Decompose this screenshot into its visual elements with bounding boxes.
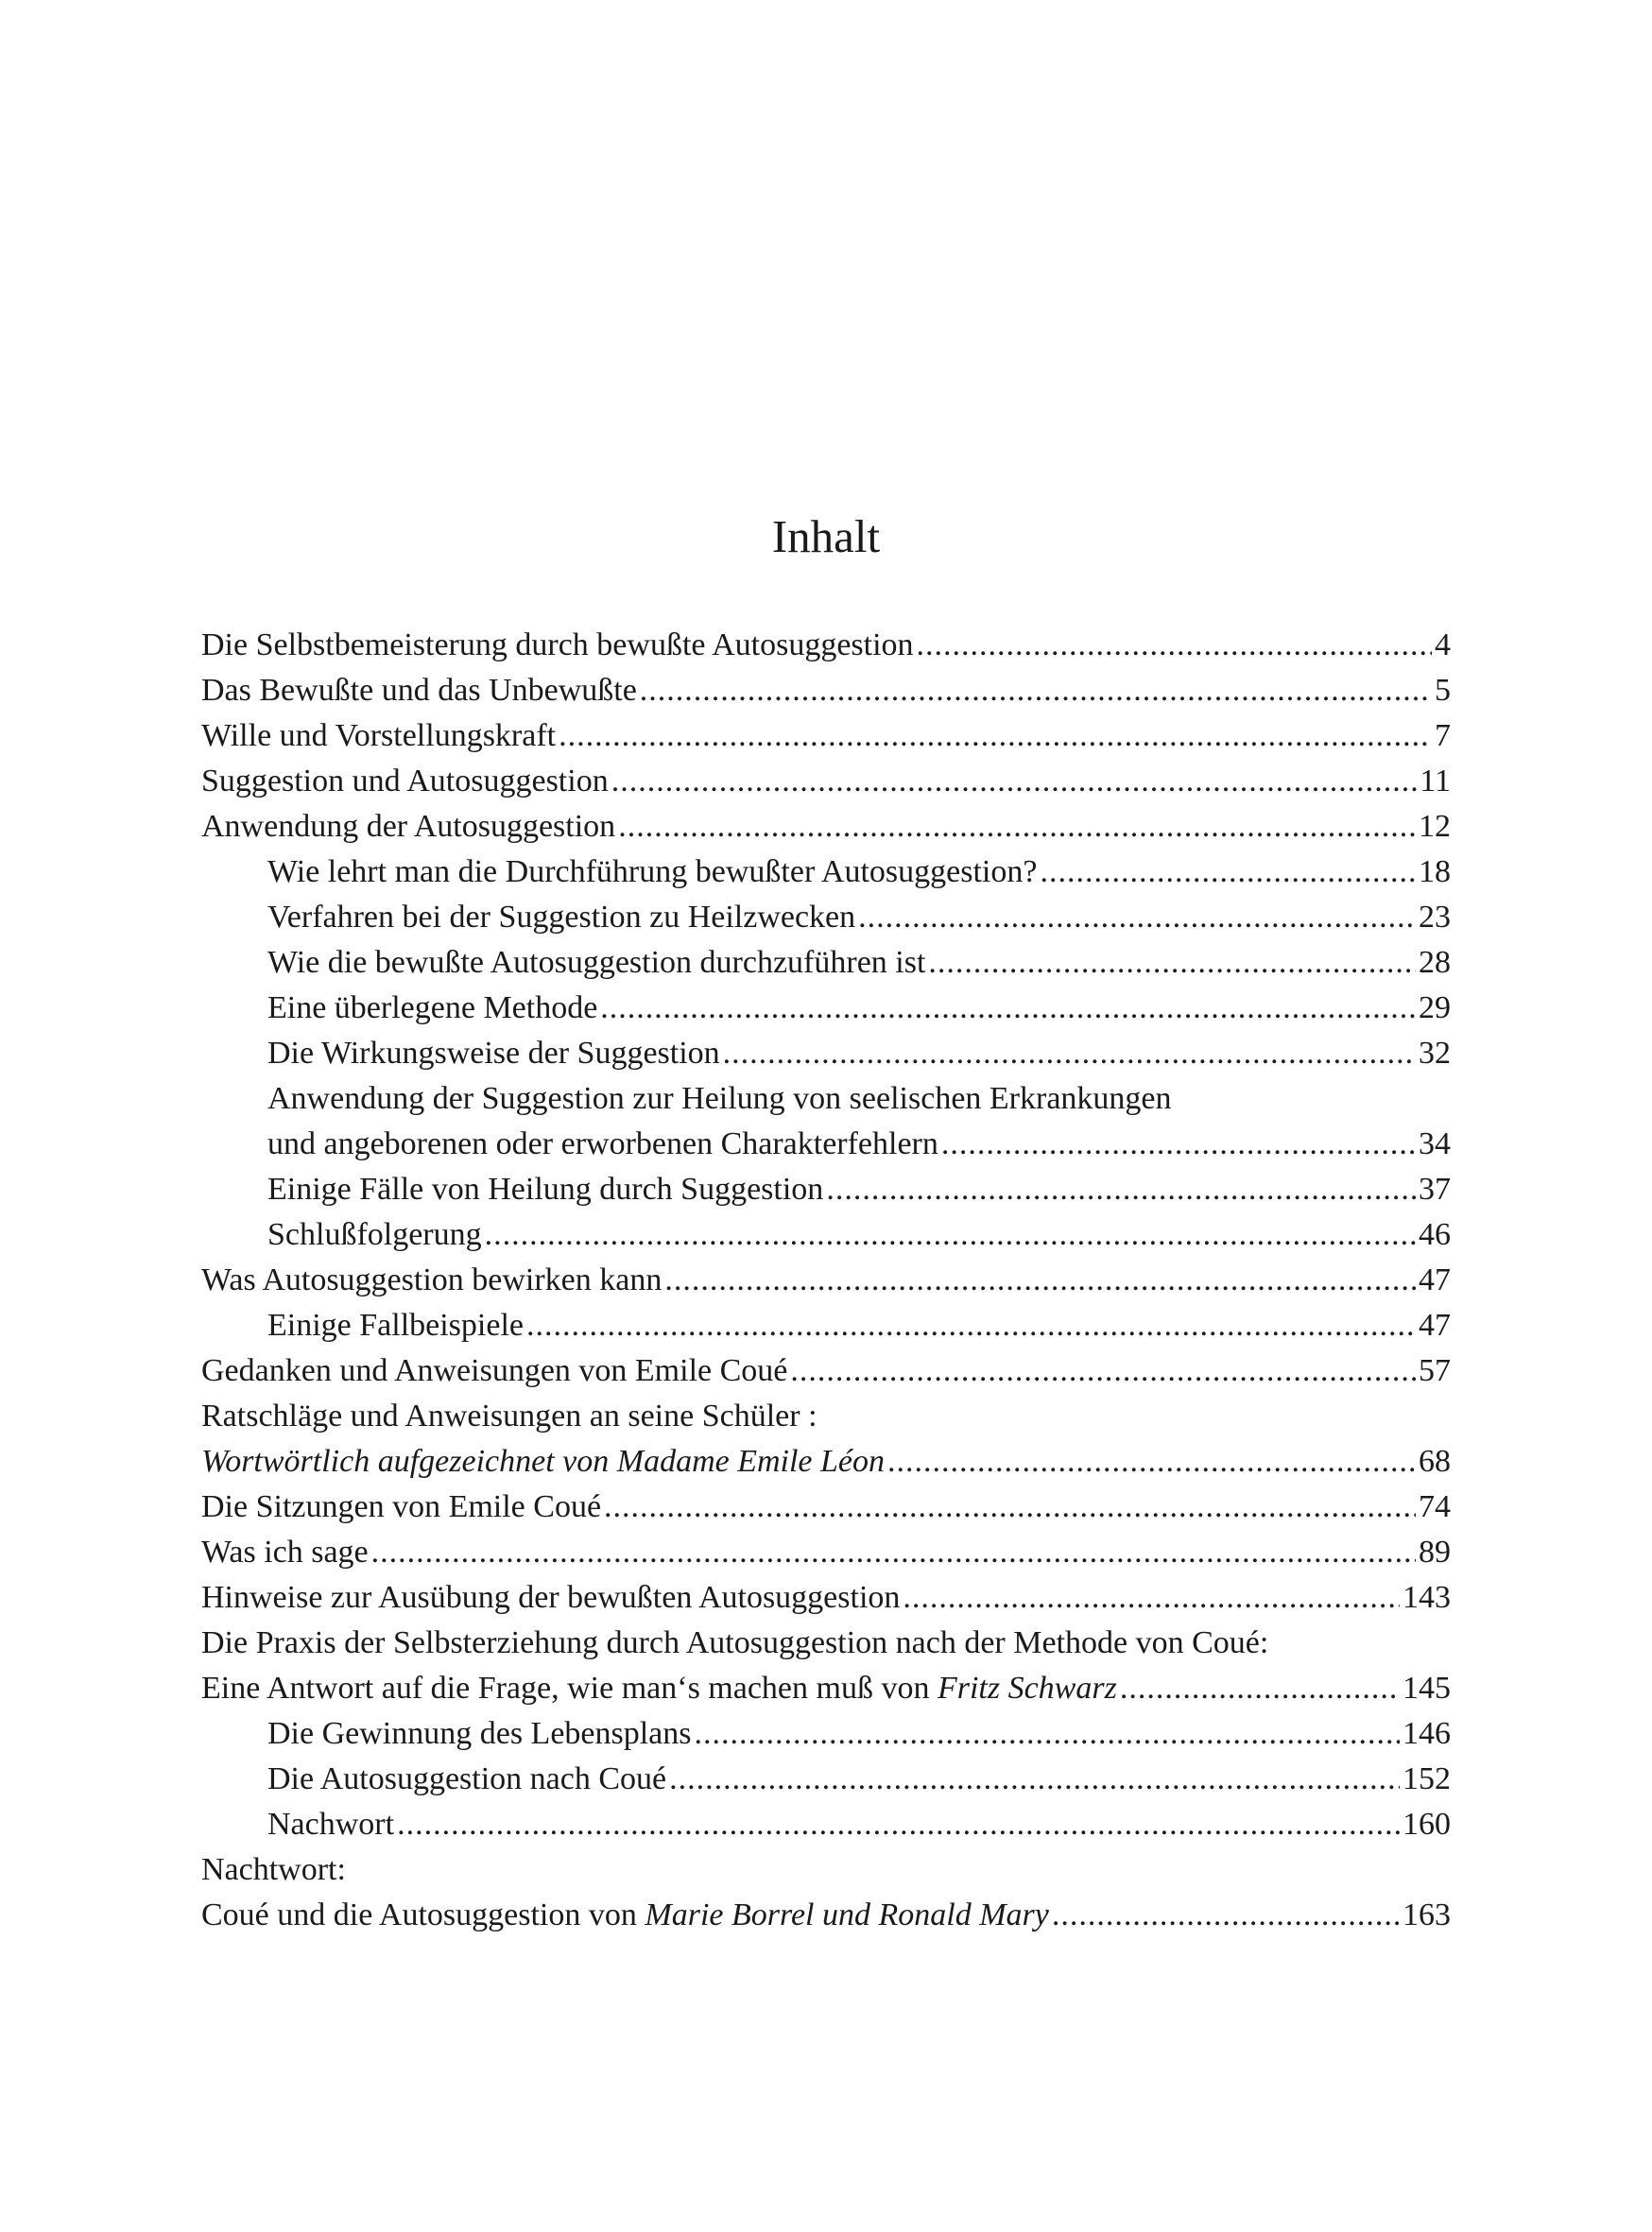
toc-leader-dots xyxy=(695,1711,1400,1757)
toc-entry-title xyxy=(267,1757,666,1802)
toc-entry-title xyxy=(267,1167,823,1212)
toc-entry-title xyxy=(201,1893,1049,1938)
toc-entry-page-number: 4 xyxy=(1435,627,1451,662)
toc-entry-page-number: 34 xyxy=(1419,1126,1451,1161)
toc-entry-title-segment: Verfahren bei der Suggestion zu Heilzwecken xyxy=(267,900,856,935)
toc-leader-dots xyxy=(790,1348,1416,1394)
toc-entry-page-number: 18 xyxy=(1419,854,1451,889)
toc-entry-title-segment: Nachtwort: xyxy=(201,1852,346,1887)
toc-entry-title-segment: Gedanken und Anweisungen von Emile Coué xyxy=(201,1353,788,1388)
toc-entry xyxy=(201,1711,1451,1757)
toc-entry-title xyxy=(267,1212,482,1258)
toc-entry-page-number: 5 xyxy=(1435,673,1451,708)
toc-entry-page-number: 146 xyxy=(1402,1716,1451,1751)
toc-entry-page-number: 47 xyxy=(1419,1262,1451,1297)
toc-entry xyxy=(201,940,1451,986)
toc-leader-dots xyxy=(485,1212,1416,1258)
toc-entry-title xyxy=(201,1348,787,1394)
toc-entry-title-italic: Marie Borrel und Ronald Mary xyxy=(645,1897,1049,1932)
toc-entry-title xyxy=(267,1122,938,1167)
toc-entry-title xyxy=(267,1031,720,1076)
toc-entry-title-segment: Wie lehrt man die Durchführung bewußter Autosuggestion? xyxy=(267,854,1038,889)
toc-leader-dots xyxy=(723,1031,1416,1076)
toc-entry-title xyxy=(267,850,1037,895)
toc-entry-title-segment: Einige Fälle von Heilung durch Suggestion xyxy=(267,1172,824,1207)
toc-entry xyxy=(201,713,1451,759)
toc-entry-page-number: 7 xyxy=(1435,718,1451,753)
toc-entry xyxy=(201,1394,1451,1439)
toc-entry-page-number: 46 xyxy=(1419,1217,1451,1252)
toc-entry-title xyxy=(201,1394,817,1439)
toc-entry-title-segment: Anwendung der Suggestion zur Heilung von seelischen Erkrankungen xyxy=(267,1081,1172,1116)
toc-entry-page-number: 37 xyxy=(1419,1172,1451,1207)
toc-leader-dots xyxy=(526,1303,1416,1348)
toc-entry xyxy=(201,668,1451,713)
toc-entry-title-segment: Die Gewinnung des Lebensplans xyxy=(267,1716,692,1751)
toc-entry-title-segment: Einige Fallbeispiele xyxy=(267,1308,524,1343)
toc-entry-title xyxy=(201,1621,1268,1666)
toc-entry-title-segment: Coué und die Autosuggestion von xyxy=(201,1897,645,1932)
toc-entry-title-segment: Ratschläge und Anweisungen an seine Schüler : xyxy=(201,1399,817,1434)
toc-leader-dots xyxy=(858,895,1416,940)
toc-entry-page-number: 32 xyxy=(1419,1036,1451,1071)
toc-entry-page-number: 12 xyxy=(1419,809,1451,844)
toc-entry-page-number: 47 xyxy=(1419,1308,1451,1343)
toc-leader-dots xyxy=(941,1122,1416,1167)
toc-entry-title xyxy=(267,1076,1172,1122)
toc-leader-dots xyxy=(604,1485,1416,1530)
toc-entry-title-segment: und angeborenen oder erworbenen Charakterfehlern xyxy=(267,1126,938,1161)
toc-leader-dots xyxy=(903,1575,1400,1621)
toc-entry-title xyxy=(201,668,637,713)
toc-entry-title-segment: Wie die bewußte Autosuggestion durchzuführen ist xyxy=(267,945,926,980)
toc-entry xyxy=(201,1575,1451,1621)
toc-entry-title xyxy=(267,1303,524,1348)
toc-leader-dots xyxy=(600,986,1416,1031)
toc-entry-title-segment: Schlußfolgerung xyxy=(267,1217,482,1252)
toc-entry xyxy=(201,1303,1451,1348)
toc-entry xyxy=(201,1757,1451,1802)
toc-entry xyxy=(201,1666,1451,1711)
toc-entry-title xyxy=(201,1575,900,1621)
toc-entry-title-segment: Das Bewußte und das Unbewußte xyxy=(201,673,637,708)
toc-entry xyxy=(201,804,1451,850)
toc-entry-page-number: 23 xyxy=(1419,900,1451,935)
toc-leader-dots xyxy=(640,668,1432,713)
toc-entry-title xyxy=(267,986,597,1031)
toc-entry-page-number: 163 xyxy=(1402,1897,1451,1932)
toc-entry xyxy=(201,1167,1451,1212)
toc-entry-title xyxy=(201,1847,346,1893)
toc-entry-title-segment: Die Sitzungen von Emile Coué xyxy=(201,1489,602,1524)
toc-entry-title xyxy=(267,895,855,940)
toc-entry xyxy=(201,759,1451,804)
toc-entry xyxy=(201,1076,1451,1122)
toc-entry xyxy=(201,1621,1451,1666)
toc-entry-title-italic: Wortwörtlich aufgezeichnet von Madame Emile Léon xyxy=(201,1444,886,1479)
toc-entry-page-number: 160 xyxy=(1402,1807,1451,1842)
toc-entry xyxy=(201,850,1451,895)
toc-entry xyxy=(201,1439,1451,1485)
toc-leader-dots xyxy=(1052,1893,1400,1938)
toc-entry-title xyxy=(201,1258,662,1303)
toc-entry-page-number: 89 xyxy=(1419,1535,1451,1570)
toc-leader-dots xyxy=(664,1258,1416,1303)
toc-entry-page-number: 57 xyxy=(1419,1353,1451,1388)
toc-leader-dots xyxy=(618,804,1416,850)
toc-entry-page-number: 152 xyxy=(1402,1761,1451,1796)
toc-entry xyxy=(201,1348,1451,1394)
toc-entry-title-segment: Eine Antwort auf die Frage, wie man‘s machen muß von xyxy=(201,1671,938,1706)
toc-leader-dots xyxy=(887,1439,1416,1485)
toc-entry-title xyxy=(267,1802,394,1847)
toc-leader-dots xyxy=(397,1802,1400,1847)
toc-entry-title xyxy=(201,804,615,850)
toc-entry xyxy=(201,1212,1451,1258)
toc-entry xyxy=(201,1031,1451,1076)
toc-entry-page-number: 29 xyxy=(1419,990,1451,1025)
toc-entry-page-number: 74 xyxy=(1419,1489,1451,1524)
toc-entry-title-segment: Eine überlegene Methode xyxy=(267,990,598,1025)
toc-entry-title xyxy=(201,1666,1117,1711)
toc-entry xyxy=(201,1122,1451,1167)
toc-entry-title xyxy=(267,940,925,986)
toc-entry xyxy=(201,1893,1451,1938)
toc-entry-title-segment: Die Selbstbemeisterung durch bewußte Autosuggestion xyxy=(201,627,914,662)
toc-entry-title-segment: Hinweise zur Ausübung der bewußten Autosuggestion xyxy=(201,1580,901,1615)
toc-entry xyxy=(201,623,1451,668)
toc-entry-page-number: 68 xyxy=(1419,1444,1451,1479)
toc-leader-dots xyxy=(611,759,1418,804)
toc-leader-dots xyxy=(1040,850,1416,895)
toc-leader-dots xyxy=(1120,1666,1400,1711)
toc-entry xyxy=(201,1847,1451,1893)
toc-entry-title xyxy=(201,623,914,668)
toc-leader-dots xyxy=(917,623,1432,668)
toc-entry-title xyxy=(201,1530,369,1575)
toc-entry-title-segment: Was ich sage xyxy=(201,1535,369,1570)
toc-entry-title xyxy=(267,1711,692,1757)
toc-entry xyxy=(201,1485,1451,1530)
toc-entry xyxy=(201,1258,1451,1303)
toc-entry-page-number: 28 xyxy=(1419,945,1451,980)
toc-entry-page-number: 145 xyxy=(1402,1671,1451,1706)
toc-entry-page-number: 11 xyxy=(1420,764,1451,798)
toc-leader-dots xyxy=(826,1167,1416,1212)
toc-entry-title xyxy=(201,759,609,804)
toc-entry xyxy=(201,1530,1451,1575)
page-title: Inhalt xyxy=(771,510,881,562)
toc-leader-dots xyxy=(371,1530,1416,1575)
toc-leader-dots xyxy=(669,1757,1400,1802)
toc-entry-title-segment: Suggestion und Autosuggestion xyxy=(201,764,609,798)
toc-entry-title-segment: Die Praxis der Selbsterziehung durch Autosuggestion nach der Methode von Coué: xyxy=(201,1625,1269,1660)
toc-entry-page-number: 143 xyxy=(1402,1580,1451,1615)
toc-entry-title-segment: Wille und Vorstellungskraft xyxy=(201,718,557,753)
toc-entry-title-segment: Nachwort xyxy=(267,1807,395,1842)
table-of-contents xyxy=(201,623,1451,1938)
toc-entry-title-segment: Anwendung der Autosuggestion xyxy=(201,809,616,844)
toc-entry xyxy=(201,1802,1451,1847)
toc-entry-title-italic: Fritz Schwarz xyxy=(937,1671,1117,1706)
toc-leader-dots xyxy=(559,713,1432,759)
toc-entry xyxy=(201,986,1451,1031)
toc-entry-title xyxy=(201,1439,885,1485)
toc-entry-title-segment: Was Autosuggestion bewirken kann xyxy=(201,1262,663,1297)
toc-entry-title-segment: Die Autosuggestion nach Coué xyxy=(267,1761,667,1796)
toc-leader-dots xyxy=(928,940,1416,986)
toc-entry-title xyxy=(201,713,556,759)
toc-entry-title xyxy=(201,1485,601,1530)
toc-entry-title-segment: Die Wirkungsweise der Suggestion xyxy=(267,1036,720,1071)
toc-entry xyxy=(201,895,1451,940)
